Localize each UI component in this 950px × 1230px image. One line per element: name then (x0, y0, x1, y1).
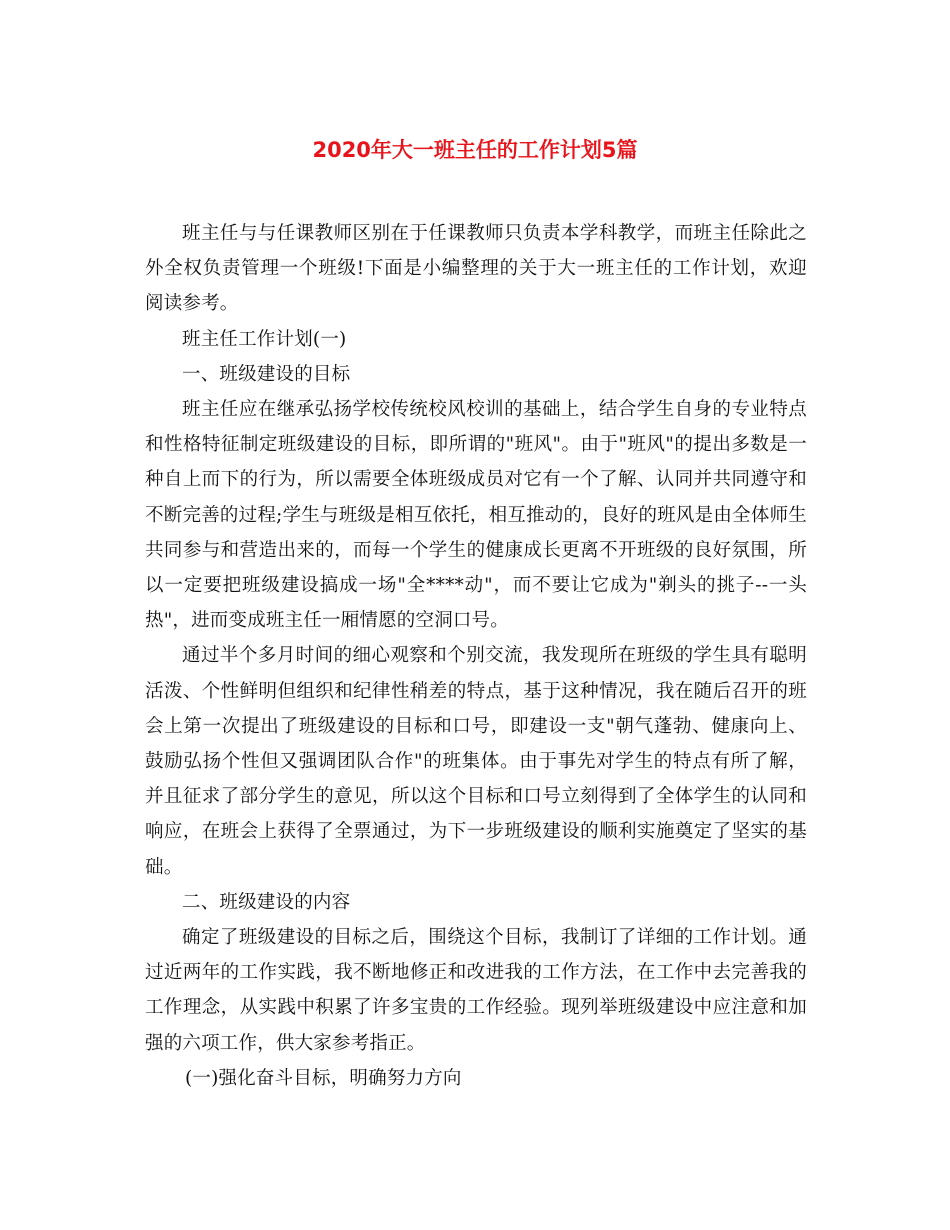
section-heading-goals: 一、班级建设的目标 (182, 363, 351, 385)
section-heading-plan-1: 班主任工作计划(一) (182, 328, 347, 350)
document-body (145, 216, 807, 1096)
body-paragraph: 通过半个多月时间的细心观察和个别交流，我发现所在班级的学生具有聪明活泼、个性鲜明但组织和纪律性稍差的特点，基于这种情况，我在随后召开的班会上第一次提出了班级建设的目标和口号，即建设一支"朝气蓬勃、健康向上、鼓励弘扬个性但又强调团队合作"的班集体。由于事先对学生的特点有所了解，并且征求了部分学生的意见，所以这个目标和口号立刻得到了全体学生的认同和响应，在班会上获得了全票通过，为下一步班级建设的顺利实施奠定了坚实的基础。 (145, 645, 807, 878)
section-heading-content: 二、班级建设的内容 (182, 891, 351, 913)
body-paragraph: 确定了班级建设的目标之后，围绕这个目标，我制订了详细的工作计划。通过近两年的工作实践，我不断地修正和改进我的工作方法，在工作中去完善我的工作理念，从实践中积累了许多宝贵的工作经验。现列举班级建设中应注意和加强的六项工作，供大家参考指正。 (145, 927, 807, 1054)
sub-heading-goal-direction: (一)强化奋斗目标，明确努力方向 (185, 1067, 462, 1089)
intro-paragraph: 班主任与与任课教师区别在于任课教师只负责本学科教学，而班主任除此之外全权负责管理一个班级!下面是小编整理的关于大一班主任的工作计划，欢迎阅读参考。 (145, 223, 807, 315)
body-paragraph: 班主任应在继承弘扬学校传统校风校训的基础上，结合学生自身的专业特点和性格特征制定班级建设的目标，即所谓的"班风"。由于"班风"的提出多数是一种自上而下的行为，所以需要全体班级成员对它有一个了解、认同并共同遵守和不断完善的过程;学生与班级是相互依托，相互推动的，良好的班风是由全体师生共同参与和营造出来的，而每一个学生的健康成长更离不开班级的良好氛围，所以一定要把班级建设搞成一场"全****动"，而不要让它成为"剃头的挑子--一头热"，进而变成班主任一厢情愿的空洞口号。 (145, 399, 807, 632)
document-title: 2020年大一班主任的工作计划5篇 (312, 138, 638, 162)
